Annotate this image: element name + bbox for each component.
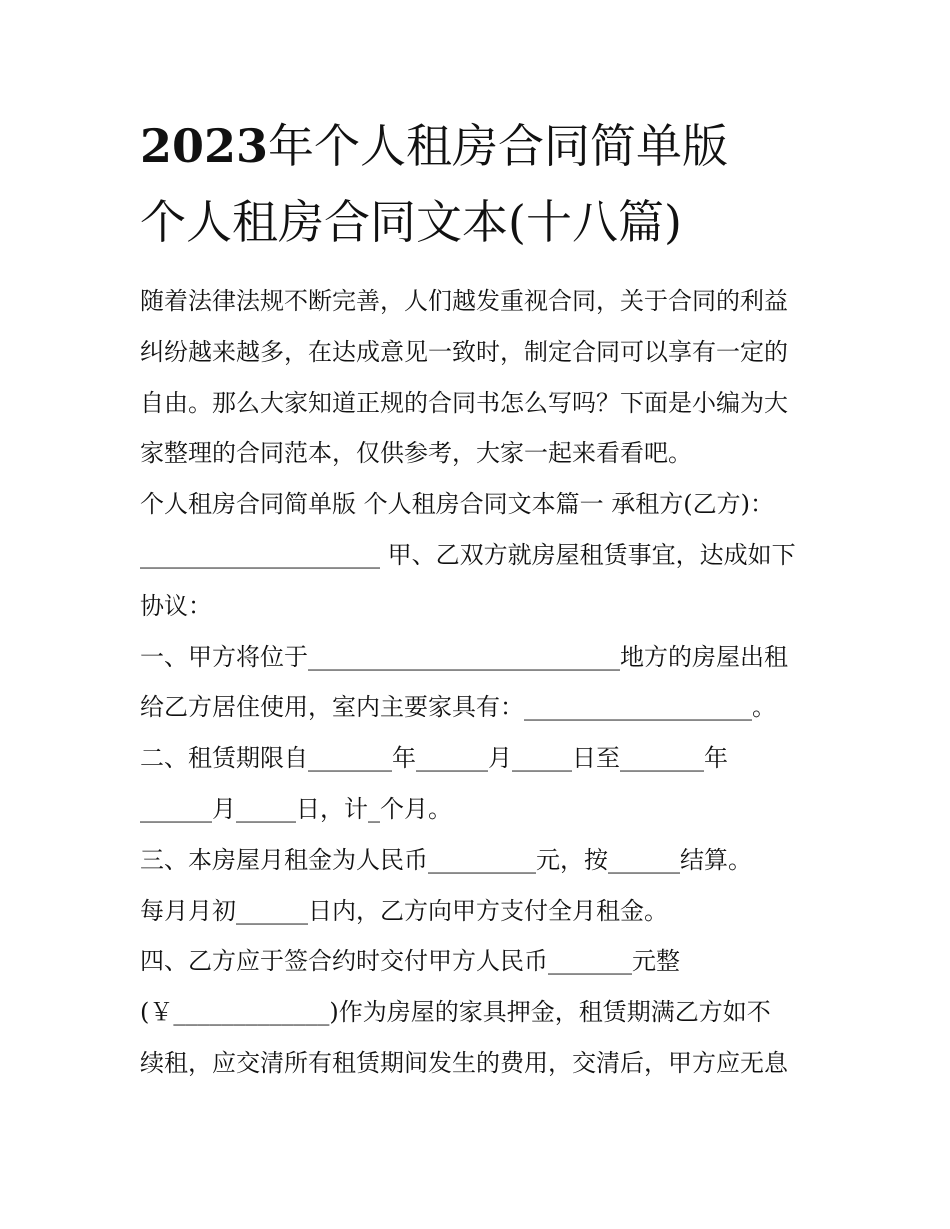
body-line: 纠纷越来越多，在达成意见一致时，制定合同可以享有一定的 [140, 338, 788, 366]
body-line: 家整理的合同范本，仅供参考，大家一起来看看吧。 [140, 439, 692, 467]
body-line: ____________________ 甲、乙双方就房屋租赁事宜，达成如下 [140, 541, 796, 569]
body-line: 协议： [140, 592, 212, 620]
body-line: 每月月初______日内，乙方向甲方支付全月租金。 [140, 897, 668, 925]
title-line-1-text: 年个人租房合同简单版 [268, 119, 729, 173]
body-line: 一、甲方将位于__________________________地方的房屋出租 [140, 643, 788, 671]
body-line: 三、本房屋月租金为人民币_________元，按______结算。 [140, 846, 752, 874]
body-line: ______月_____日，计_个月。 [140, 795, 452, 823]
body-line: 随着法律法规不断完善，人们越发重视合同，关于合同的利益 [140, 287, 788, 315]
document-title-line-1 [140, 118, 840, 174]
body-line: 给乙方居住使用，室内主要家具有：___________________。 [140, 693, 776, 721]
body-line: 个人租房合同简单版 个人租房合同文本篇一 承租方(乙方)： [140, 490, 774, 518]
body-line: 四、乙方应于签合约时交付甲方人民币_______元整 [140, 947, 680, 975]
body-line: 二、租赁期限自_______年______月_____日至_______年 [140, 744, 728, 772]
body-line: (￥_____________)作为房屋的家具押金，租赁期满乙方如不 [140, 998, 771, 1026]
body-line: 续租，应交清所有租赁期间发生的费用，交清后，甲方应无息 [140, 1049, 788, 1077]
document-title-line-2: 个人租房合同文本(十八篇) [140, 195, 682, 249]
title-year: 2023 [140, 119, 269, 173]
body-line: 自由。那么大家知道正规的合同书怎么写吗？下面是小编为大 [140, 389, 788, 417]
